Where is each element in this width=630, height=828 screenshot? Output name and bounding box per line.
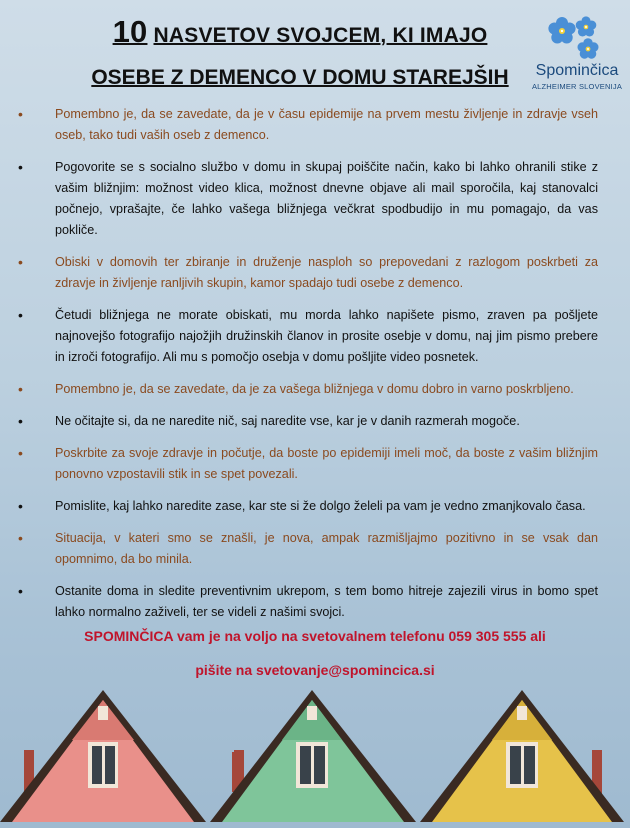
bullet-icon: •: [18, 530, 23, 546]
list-item: [18, 443, 598, 485]
bullet-icon: •: [18, 381, 23, 397]
tip-text: Pomislite, kaj lahko naredite zase, kar ste si že dolgo želeli pa vam je vedno zmanjkovalo časa.: [55, 499, 586, 513]
tip-text: Poskrbite za svoje zdravje in počutje, da boste po epidemiji imeli moč, da boste z vašim bližnjim ponovno vzpostavili stik in se spet povezali.: [55, 446, 598, 481]
bullet-icon: •: [18, 159, 23, 175]
list-item: [18, 252, 598, 294]
bullet-icon: •: [18, 583, 23, 599]
forget-me-not-flowers-icon: [548, 16, 606, 62]
tip-text: Ostanite doma in sledite preventivnim ukrepom, s tem bomo hitreje zajezili virus in bomo spet lahko normalno zaživeli, ter se videli z našimi svojci.: [55, 584, 598, 619]
bullet-icon: •: [18, 445, 23, 461]
list-item: [18, 305, 598, 368]
list-item: [18, 528, 598, 570]
title-line-1: [80, 14, 520, 50]
list-item: [18, 581, 598, 623]
contact-phone-line: SPOMINČICA vam je na voljo na svetovalnem telefonu 059 305 555 ali: [84, 628, 546, 644]
logo-name: Spominčica: [535, 62, 619, 79]
tip-text: Četudi bližnjega ne morate obiskati, mu morda lahko napišete pismo, zraven pa pošljete najnovejšo fotografijo najožjih družinskih članov in prosite osebje v domu, naj jim pismo prebere in izroči fotografijo. Ali mu s pomočjo osebja v domu pošljite video posnetek.: [55, 308, 598, 364]
list-item: [18, 496, 598, 517]
bullet-icon: •: [18, 254, 23, 270]
tips-list: [18, 104, 598, 634]
spomincica-logo: [530, 16, 624, 92]
house-green: [210, 690, 416, 822]
house-pink: [0, 690, 242, 822]
bullet-icon: •: [18, 498, 23, 514]
bullet-icon: •: [18, 413, 23, 429]
list-item: [18, 104, 598, 146]
list-item: [18, 157, 598, 241]
list-item: [18, 411, 598, 432]
tip-text: Pomembno je, da se zavedate, da je v času epidemije na prvem mestu življenje in zdravje vseh oseb, tako tudi vaših oseb z demenco.: [55, 107, 598, 142]
contact-email-line: pišite na svetovanje@spomincica.si: [195, 662, 435, 678]
houses-illustration: [0, 680, 630, 828]
logo-subtitle: ALZHEIMER SLOVENIJA: [531, 82, 623, 91]
tip-text: Ne očitajte si, da ne naredite nič, saj naredite vse, kar je v danih razmerah mogoče.: [55, 414, 520, 428]
title-line-1-text: NASVETOV SVOJCEM, KI IMAJO: [153, 24, 488, 47]
bullet-icon: •: [18, 307, 23, 323]
tip-text: Pomembno je, da se zavedate, da je za vašega bližnjega v domu dobro in varno poskrbljeno.: [55, 382, 574, 396]
tip-text: Situacija, v kateri smo se znašli, je nova, ampak razmišljajmo pozitivno in se vsak dan opomnimo, da bo minila.: [55, 531, 598, 566]
title-line-2: OSEBE Z DEMENCO V DOMU STAREJŠIH: [91, 66, 509, 89]
title-number: 10: [112, 14, 148, 49]
bullet-icon: •: [18, 106, 23, 122]
list-item: [18, 379, 598, 400]
house-yellow: [420, 690, 624, 822]
tip-text: Obiski v domovih ter zbiranje in druženje nasploh so prepovedani z razlogom poskrbeti za zdravje in življenje ranljivih skupin, kamor spadajo tudi osebe z demenco.: [55, 255, 598, 290]
tip-text: Pogovorite se s socialno službo v domu in skupaj poiščite način, kako bi lahko ohranili stike z vašim bližnjim: možnost video klica, možnost dnevne objave ali mail sporočila, kaj stanovalci počnejo, vprašajte, če lahko vašega bližnjega večkrat spodbudijo in mu pomagajo, da vas pokliče.: [55, 160, 598, 237]
